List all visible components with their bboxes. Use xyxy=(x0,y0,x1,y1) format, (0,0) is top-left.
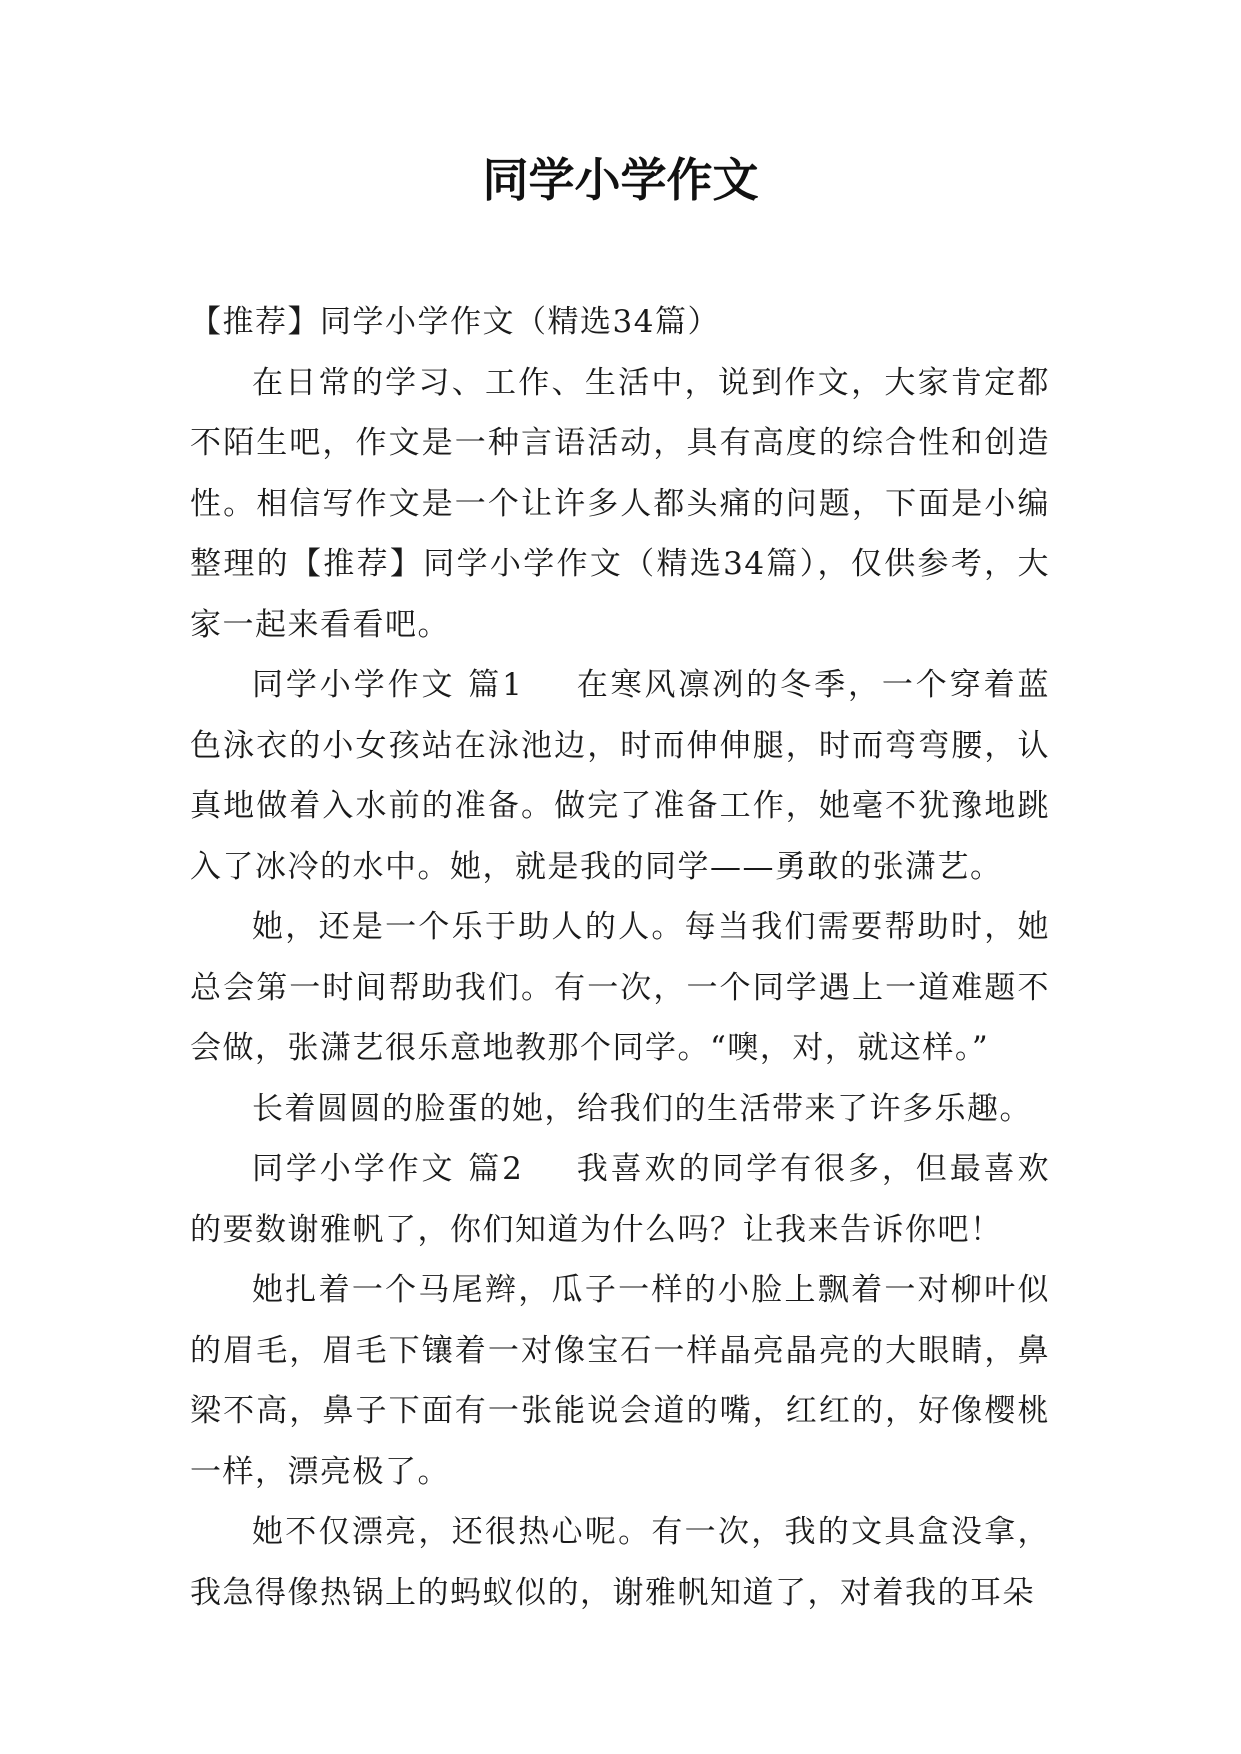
intro-paragraph: 在日常的学习、工作、生活中，说到作文，大家肯定都不陌生吧，作文是一种言语活动，具有高度的综合性和创造性。相信写作文是一个让许多人都头痛的问题，下面是小编整理的【推荐】同学小学作文（精选34篇），仅供参考，大家一起来看看吧。 xyxy=(190,364,1050,643)
document-subtitle: 【推荐】同学小学作文（精选34篇） xyxy=(190,304,720,340)
essay-1-heading: 同学小学作文 篇1 xyxy=(252,667,524,703)
essay-2-heading: 同学小学作文 篇2 xyxy=(252,1151,524,1187)
essay-2-first-paragraph xyxy=(190,1139,1050,1260)
document-title: 同学小学作文 xyxy=(482,153,759,207)
essay-1-paragraph-3: 长着圆圆的脸蛋的她，给我们的生活带来了许多乐趣。 xyxy=(252,1090,1032,1127)
essay-2-paragraph-1: 我喜欢的同学有很多，但最喜欢的要数谢雅帆了，你们知道为什么吗？让我来告诉你吧！ xyxy=(190,1151,1051,1248)
essay-1-first-paragraph xyxy=(190,655,1050,897)
essay-2-paragraph-3: 她不仅漂亮，还很热心呢。有一次，我的文具盒没拿，我急得像热锅上的蚂蚁似的，谢雅帆知道了，对着我的耳朵 xyxy=(190,1514,1050,1611)
essay-1-paragraph-2: 她，还是一个乐于助人的人。每当我们需要帮助时，她总会第一时间帮助我们。有一次，一个同学遇上一道难题不会做，张潇艺很乐意地教那个同学。“噢，对，就这样。” xyxy=(190,909,1050,1066)
document-body xyxy=(190,292,1050,1623)
essay-1-paragraph-1: 在寒风凛冽的冬季，一个穿着蓝色泳衣的小女孩站在泳池边，时而伸伸腿，时而弯弯腰，认真地做着入水前的准备。做完了准备工作，她毫不犹豫地跳入了冰冷的水中。她，就是我的同学——勇敢的张潇艺。 xyxy=(190,667,1051,885)
essay-2-paragraph-2: 她扎着一个马尾辫，瓜子一样的小脸上飘着一对柳叶似的眉毛，眉毛下镶着一对像宝石一样晶亮晶亮的大眼睛，鼻梁不高，鼻子下面有一张能说会道的嘴，红红的，好像樱桃一样，漂亮极了。 xyxy=(190,1272,1050,1490)
